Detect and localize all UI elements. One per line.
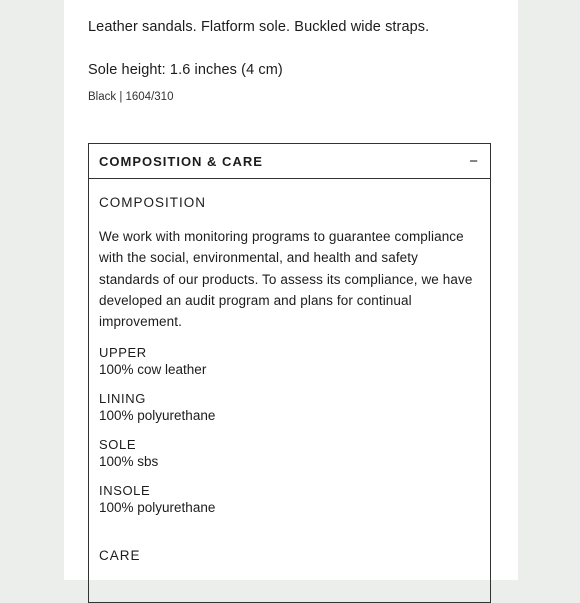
composition-label: UPPER [99,345,147,361]
composition-care-accordion [88,143,491,603]
product-description: Leather sandals. Flatform sole. Buckled wide straps. [88,19,430,35]
composition-label: SOLE [99,437,137,453]
composition-value: 100% sbs [99,454,159,470]
composition-item [99,436,480,470]
composition-value: 100% polyurethane [99,408,216,424]
sole-height: Sole height: 1.6 inches (4 cm) [88,62,283,78]
care-heading: CARE [99,548,141,564]
composition-label: LINING [99,391,146,407]
accordion-body [89,195,490,563]
composition-text: We work with monitoring programs to guarantee compliance with the social, environmental, and health and safety standards of our products. To assess its compliance, we have developed an audit program and plans for continual improvement. [99,229,473,330]
color-reference: Black | 1604/310 [88,91,174,103]
product-details-panel [64,0,518,580]
composition-value: 100% cow leather [99,362,207,378]
composition-item [99,344,480,378]
accordion-header[interactable] [89,144,490,179]
collapse-icon[interactable]: − [469,152,478,170]
accordion-title: COMPOSITION & CARE [99,153,263,169]
composition-item [99,390,480,424]
composition-item [99,482,480,516]
composition-value: 100% polyurethane [99,500,216,516]
composition-label: INSOLE [99,483,151,499]
composition-heading: COMPOSITION [99,195,207,210]
